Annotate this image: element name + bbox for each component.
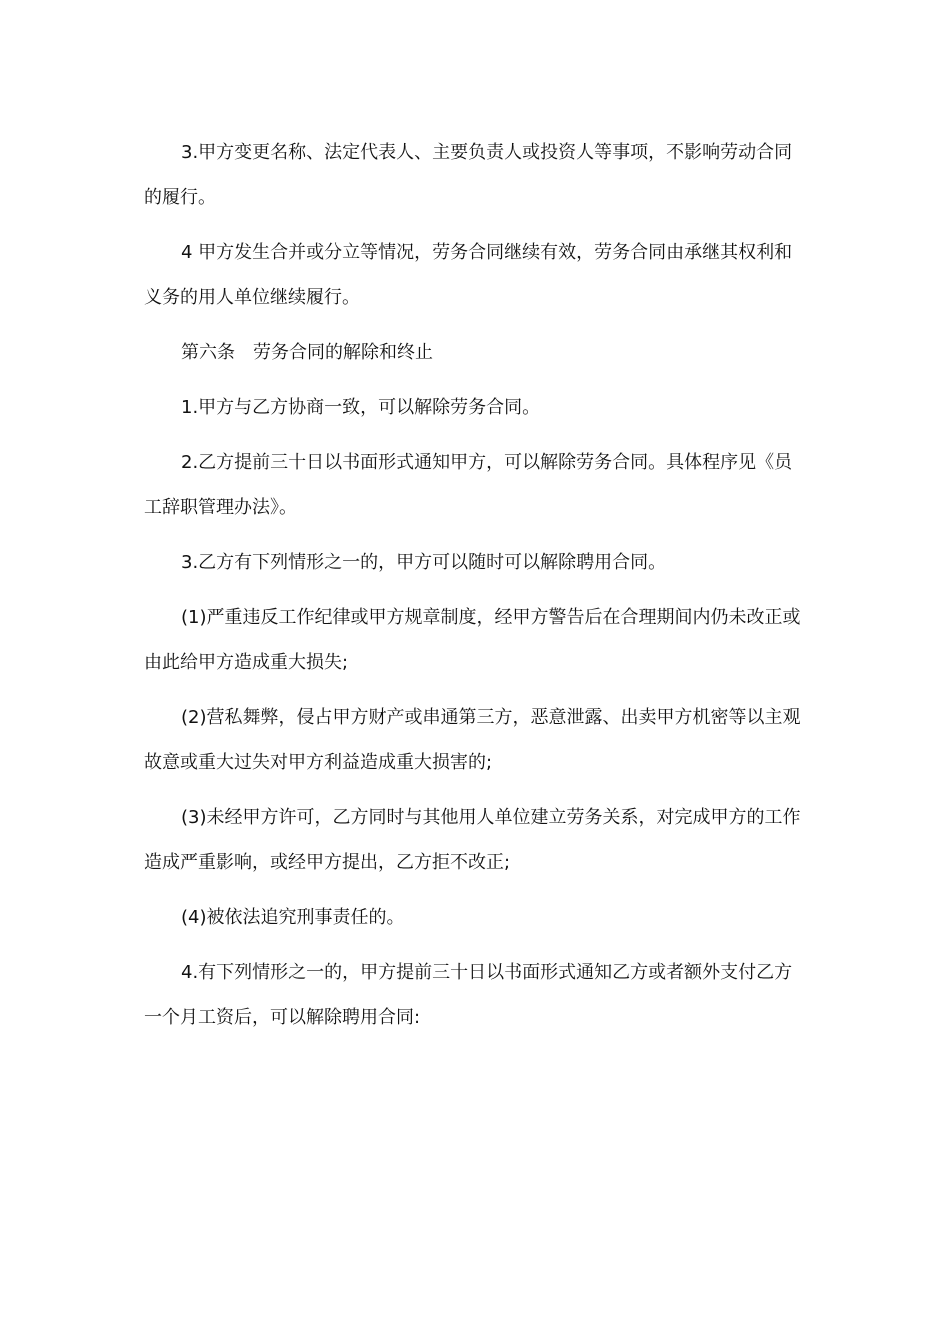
paragraph-3-name-change: 3.甲方变更名称、法定代表人、主要负责人或投资人等事项，不影响劳动合同的履行。 <box>144 142 793 208</box>
paragraph-6-3-item-4: (4)被依法追究刑事责任的。 <box>181 907 405 928</box>
paragraph-6-3: 3.乙方有下列情形之一的，甲方可以随时可以解除聘用合同。 <box>181 552 667 573</box>
paragraph-6-1: 1.甲方与乙方协商一致，可以解除劳务合同。 <box>181 397 541 418</box>
paragraph-6-2: 2.乙方提前三十日以书面形式通知甲方，可以解除劳务合同。具体程序见《员工辞职管理办法》。 <box>144 452 793 518</box>
paragraph-6-3-item-3: (3)未经甲方许可，乙方同时与其他用人单位建立劳务关系，对完成甲方的工作造成严重影响，或经甲方提出，乙方拒不改正; <box>144 807 801 873</box>
paragraph-4-merger: 4 甲方发生合并或分立等情况，劳务合同继续有效，劳务合同由承继其权利和义务的用人单位继续履行。 <box>144 242 793 308</box>
paragraph-6-4: 4.有下列情形之一的，甲方提前三十日以书面形式通知乙方或者额外支付乙方一个月工资后，可以解除聘用合同: <box>144 962 793 1028</box>
paragraph-6-3-item-2: (2)营私舞弊，侵占甲方财产或串通第三方，恶意泄露、出卖甲方机密等以主观故意或重大过失对甲方利益造成重大损害的; <box>144 707 801 773</box>
document-body <box>144 130 806 1050</box>
article-6-heading: 第六条 劳务合同的解除和终止 <box>181 342 433 363</box>
paragraph-6-3-item-1: (1)严重违反工作纪律或甲方规章制度，经甲方警告后在合理期间内仍未改正或由此给甲方造成重大损失; <box>144 607 801 673</box>
